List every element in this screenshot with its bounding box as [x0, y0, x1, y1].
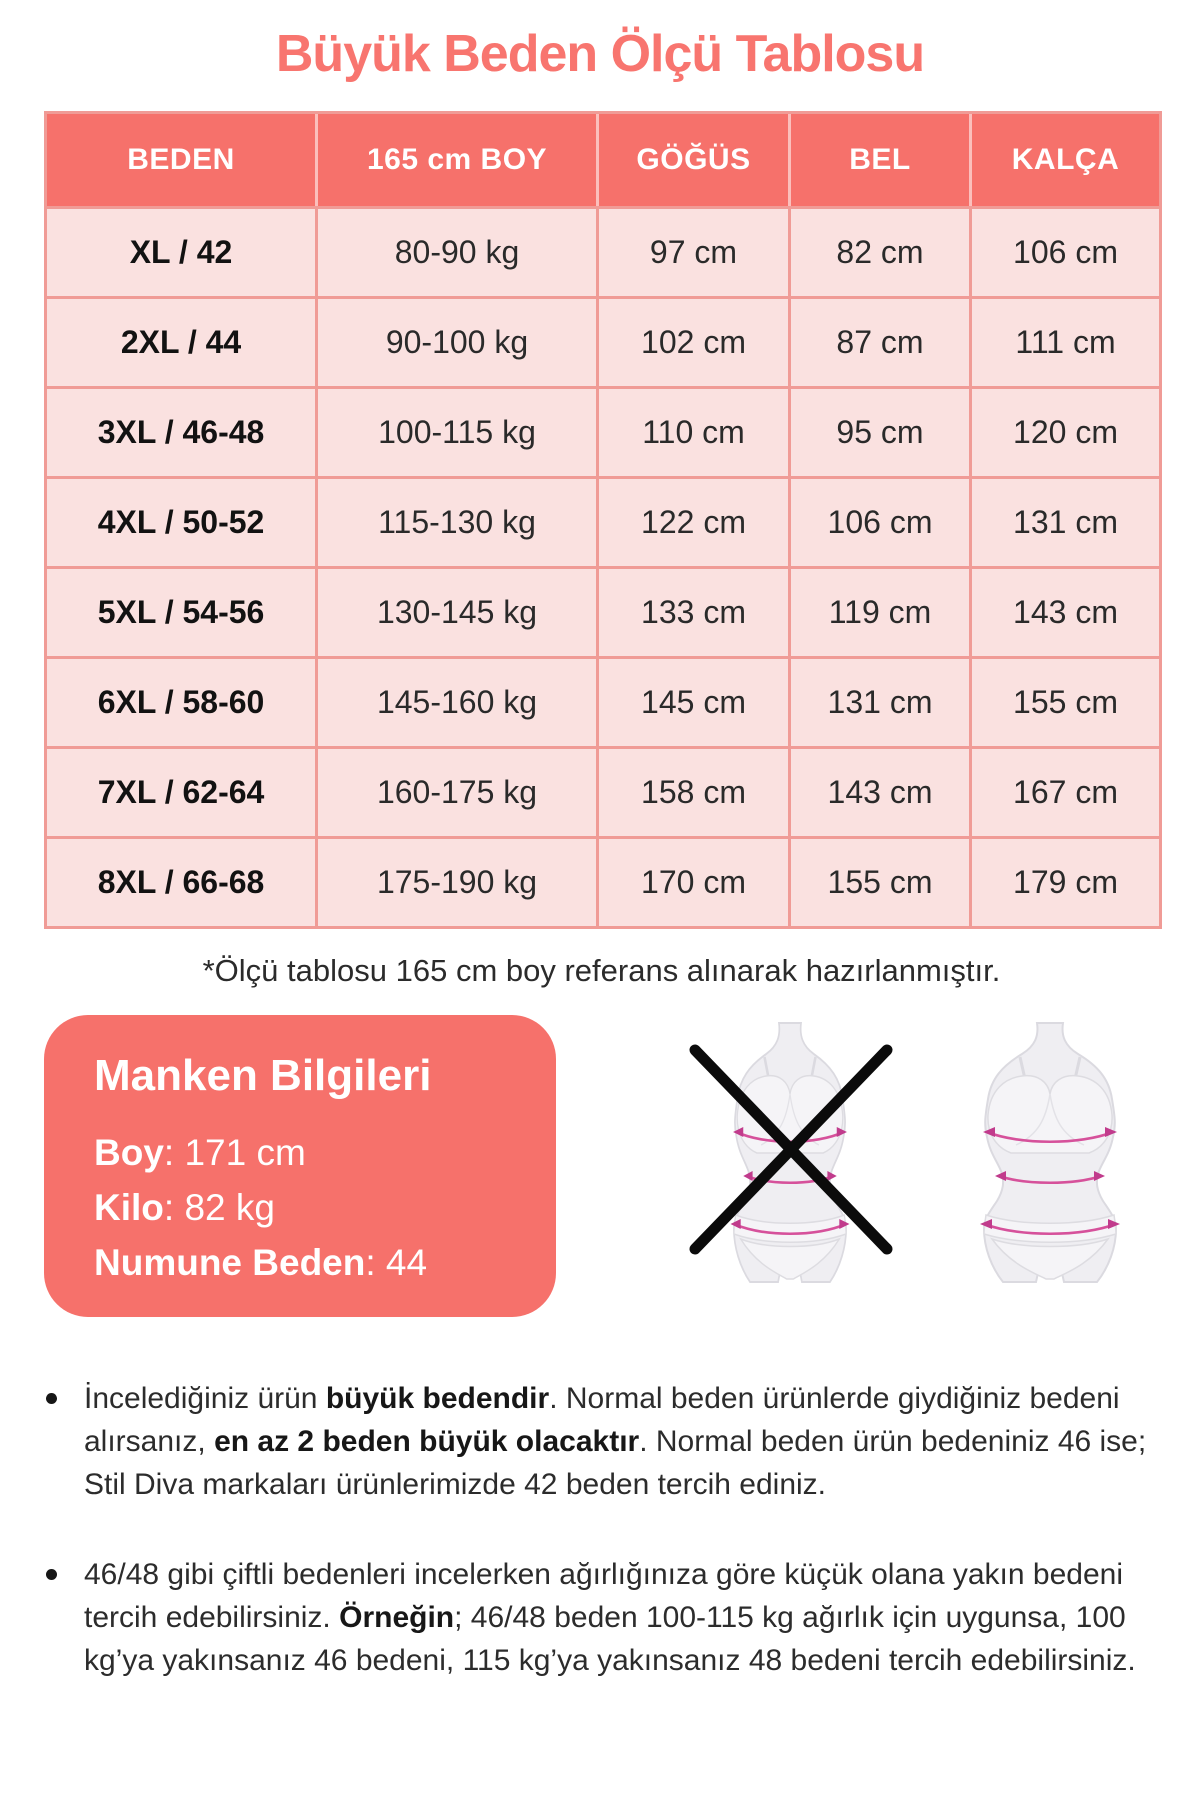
measurement-cell: 80-90 kg [318, 206, 599, 296]
measurement-cell: 115-130 kg [318, 476, 599, 566]
table-row [47, 206, 1159, 296]
measurement-cell: 143 cm [972, 566, 1159, 656]
measurement-cell: 145-160 kg [318, 656, 599, 746]
measurement-cell: 130-145 kg [318, 566, 599, 656]
size-label-cell: 7XL / 62-64 [47, 746, 318, 836]
measurement-cell: 110 cm [599, 386, 791, 476]
table-row [47, 296, 1159, 386]
measurement-cell: 122 cm [599, 476, 791, 566]
size-label-cell: XL / 42 [47, 206, 318, 296]
table-row [47, 566, 1159, 656]
model-info-card [44, 1015, 556, 1317]
table-row [47, 836, 1159, 926]
measurement-cell: 133 cm [599, 566, 791, 656]
size-label-cell: 2XL / 44 [47, 296, 318, 386]
measurement-cell: 100-115 kg [318, 386, 599, 476]
measurement-cell: 106 cm [791, 476, 972, 566]
measurement-cell: 145 cm [599, 656, 791, 746]
size-table-head [47, 114, 1159, 206]
size-table-header-row [47, 114, 1159, 206]
note-item: 46/48 gibi çiftli bedenleri incelerken ağırlığınıza göre küçük olana yakın bedeni tercih edebilirsiniz. Örneğin; 46/48 beden 100-115 kg ağırlık için uygunsa, 100 kg’ya yakınsanız 46 bedeni, 115 kg’ya yakınsanız 48 bedeni tercih edebilirsiniz. [84, 1553, 1170, 1682]
body-figures-illustration [640, 1017, 1200, 1287]
measurement-cell: 102 cm [599, 296, 791, 386]
size-label-cell: 4XL / 50-52 [47, 476, 318, 566]
measurement-cell: 82 cm [791, 206, 972, 296]
note-item: İncelediğiniz ürün büyük bedendir. Normal beden ürünlerde giydiğiniz bedeni alırsanız, en az 2 beden büyük olacaktır. Normal beden ürün bedeniniz 46 ise; Stil Diva markaları ürünlerimizde 42 beden tercih ediniz. [84, 1377, 1170, 1506]
size-label-cell: 8XL / 66-68 [47, 836, 318, 926]
measurement-cell: 120 cm [972, 386, 1159, 476]
measurement-cell: 155 cm [791, 836, 972, 926]
size-label-cell: 3XL / 46-48 [47, 386, 318, 476]
measurement-cell: 175-190 kg [318, 836, 599, 926]
table-row [47, 386, 1159, 476]
size-label-cell: 6XL / 58-60 [47, 656, 318, 746]
size-table-header-cell: BEL [791, 114, 972, 206]
body-figures [640, 1017, 1200, 1287]
measurement-cell: 179 cm [972, 836, 1159, 926]
page-title: Büyük Beden Ölçü Tablosu [275, 25, 925, 83]
model-info-title: Manken Bilgileri [94, 1051, 432, 1100]
table-row [47, 476, 1159, 566]
model-spec-line: Boy: 171 cm [94, 1132, 306, 1173]
model-spec-line: Kilo: 82 kg [94, 1187, 275, 1228]
measurement-cell: 131 cm [972, 476, 1159, 566]
plus-size-body-icon [980, 1023, 1120, 1282]
size-table-header-cell: 165 cm BOY [318, 114, 599, 206]
table-row [47, 656, 1159, 746]
table-footnote: *Ölçü tablosu 165 cm boy referans alınarak hazırlanmıştır. [202, 953, 1001, 988]
measurement-cell: 119 cm [791, 566, 972, 656]
notes-list [0, 1377, 1170, 1682]
measurement-cell: 95 cm [791, 386, 972, 476]
size-table-header-cell: BEDEN [47, 114, 318, 206]
measurement-cell: 155 cm [972, 656, 1159, 746]
table-row [47, 746, 1159, 836]
model-info-specs [94, 1125, 516, 1290]
size-table [44, 111, 1162, 929]
measurement-cell: 160-175 kg [318, 746, 599, 836]
measurement-cell: 87 cm [791, 296, 972, 386]
measurement-cell: 167 cm [972, 746, 1159, 836]
size-table-body [47, 206, 1159, 926]
model-spec-line: Numune Beden: 44 [94, 1242, 428, 1283]
measurement-cell: 106 cm [972, 206, 1159, 296]
measurement-cell: 158 cm [599, 746, 791, 836]
model-info-section [44, 1015, 1200, 1327]
measurement-cell: 131 cm [791, 656, 972, 746]
size-label-cell: 5XL / 54-56 [47, 566, 318, 656]
measurement-cell: 97 cm [599, 206, 791, 296]
measurement-cell: 90-100 kg [318, 296, 599, 386]
measurement-cell: 170 cm [599, 836, 791, 926]
size-table-header-cell: KALÇA [972, 114, 1159, 206]
measurement-cell: 143 cm [791, 746, 972, 836]
size-table-header-cell: GÖĞÜS [599, 114, 791, 206]
measurement-cell: 111 cm [972, 296, 1159, 386]
